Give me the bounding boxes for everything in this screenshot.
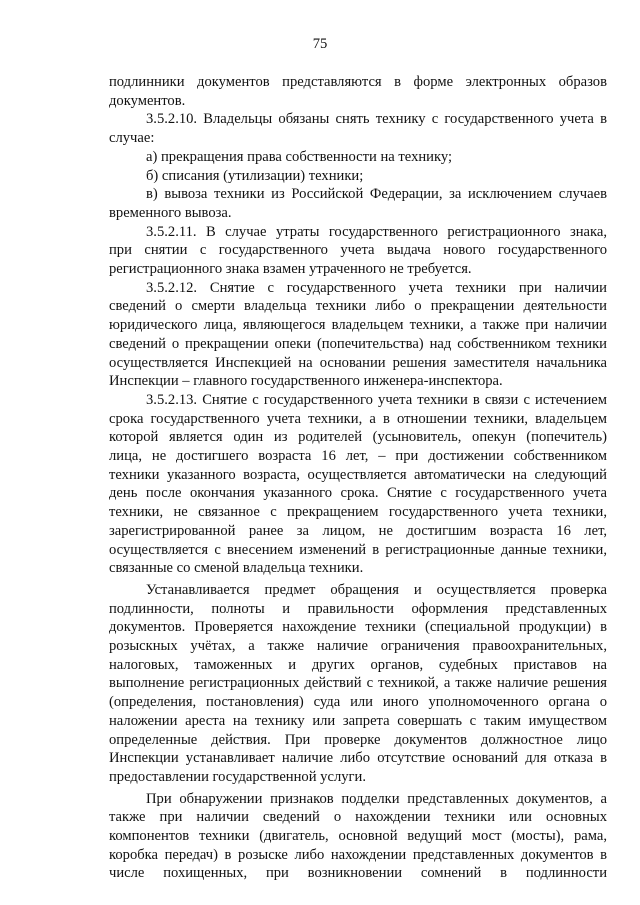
text-line: При обнаружении признаков подделки представленных документов, а [146, 790, 607, 807]
text-line: также при наличии сведений о нахождении техники или основных [109, 809, 607, 826]
text-line: лица, не достигшего возраста 16 лет, – при достижении собственником [109, 448, 607, 464]
text-line: б) списания (утилизации) техники; [146, 167, 364, 184]
text-line: 3.5.2.10. Владельцы обязаны снять технику с государственного учета в [146, 111, 607, 128]
text-line: Устанавливается предмет обращения и осуществляется проверка [146, 581, 607, 598]
text-line: 3.5.2.12. Снятие с государственного учета техники при наличии [146, 279, 607, 296]
text-line: техники указанного возраста, осуществляется автоматически на следующий [109, 466, 607, 483]
text-line: случае: [109, 130, 155, 147]
text-line: документов. [109, 92, 186, 109]
text-line: розыскных учётах, а также наличие ограничения правоохранительных, [109, 638, 607, 654]
text-line: (определения, постановления) суда или иного уполномоченного органа о [109, 694, 607, 711]
text-line: налоговых, таможенных и других органов, судебных приставов на [109, 656, 607, 673]
text-line: юридического лица, являющегося владельцем техники, а также при наличии [109, 317, 607, 334]
text-line: сведений о смерти владельца техники либо о прекращении деятельности [109, 298, 607, 315]
text-line: день после окончания указанного срока. Снятие с государственного учета [109, 485, 607, 502]
text-line: Инспекции – главного государственного инженера-инспектора. [109, 373, 503, 390]
text-line: Инспекции устанавливает наличие либо отсутствие оснований для отказа в [109, 750, 607, 767]
text-line: предоставлении государственной услуги. [109, 768, 366, 785]
text-line: подлинности, полноты и правильности оформления представленных [109, 600, 607, 617]
text-line: которой является один из родителей (усыновитель, опекун (попечитель) [109, 429, 607, 446]
text-line: выполнение регистрационных действий с техникой, а также наличие решения [109, 675, 607, 692]
text-line: 3.5.2.11. В случае утраты государственного регистрационного знака, [146, 223, 607, 240]
text-line: техники, не связанное с прекращением государственного учета техники, [109, 504, 607, 521]
text-line: подлинники документов представляются в форме электронных образов [109, 74, 607, 90]
text-line: наложении ареста на технику или запрета совершать с таким имуществом [109, 712, 607, 729]
text-line: компонентов техники (двигатель, основной ведущий мост (мосты), рама, [109, 828, 607, 844]
text-line: осуществляется с внесением изменений в регистрационные данные техники, [109, 541, 607, 558]
text-line: временного вывоза. [109, 204, 232, 221]
text-line: коробка передач) в розыске либо нахождении представленных документов в [109, 846, 607, 863]
text-line: осуществляется Инспекцией на основании решения заместителя начальника [109, 354, 607, 371]
text-line: регистрационного знака взамен утраченного не требуется. [109, 261, 472, 277]
text-line: а) прекращения права собственности на технику; [146, 148, 453, 165]
text-line: 3.5.2.13. Снятие с государственного учета техники в связи с истечением [146, 391, 607, 408]
text-line: сведений о прекращении опеки (попечительства) над собственником техники [109, 335, 607, 352]
page-number: 75 [312, 36, 328, 52]
text-line: при снятии с государственного учета выдача нового государственного [109, 242, 607, 259]
text-line: числе похищенных, при возникновении сомнений в подлинности [109, 865, 607, 882]
text-line: в) вывоза техники из Российской Федерации, за исключением случаев [146, 186, 607, 203]
text-line: документов. Проверяется нахождение техники (специальной продукции) в [109, 619, 607, 636]
text-line: зарегистрированной ранее за лицом, не достигшим возраста 16 лет, [109, 522, 607, 539]
text-line: определенные действия. При проверке документов должностное лицо [109, 731, 607, 748]
text-line: связанные со сменой владельца техники. [109, 560, 364, 577]
text-line: срока государственного учета техники, а в отношении техники, владельцем [109, 410, 607, 427]
